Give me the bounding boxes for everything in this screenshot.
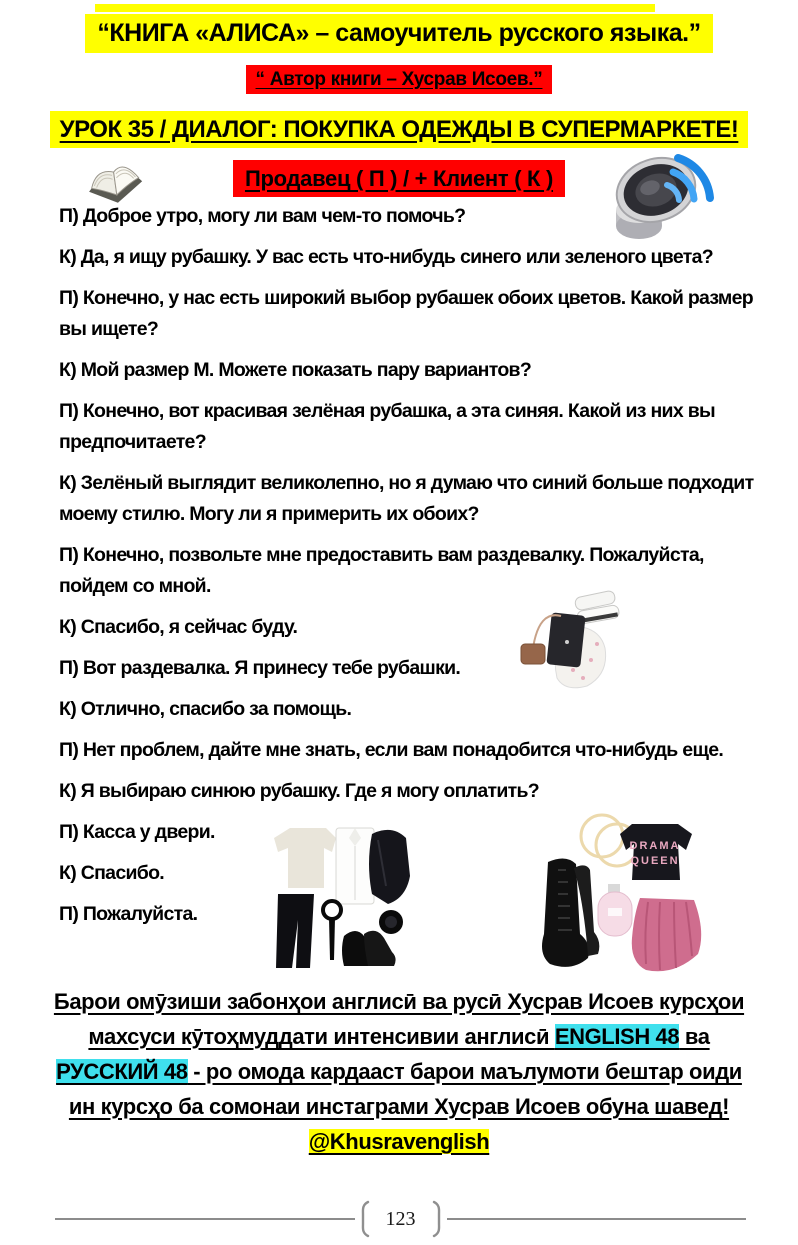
dialog-line: К) Спасибо. (59, 862, 165, 884)
tshirt-text-line2: QUEEN (630, 855, 680, 867)
white-shirt (336, 828, 374, 904)
promo-text (28, 984, 770, 1159)
dialog-line: П) Вот раздевалка. Я принесу тебе рубашки. (59, 657, 461, 679)
footer-rule-right (447, 1218, 747, 1220)
dialog-line: К) Да, я ищу рубашку. У вас есть что-нибудь синего или зеленого цвета? (59, 246, 713, 268)
black-jacket (369, 830, 410, 904)
black-wide-pants (276, 894, 314, 968)
dialog-line: К) Мой размер М. Можете показать пару вариантов? (59, 359, 532, 381)
drama-queen-tshirt (620, 824, 692, 880)
dialog-line: П) Касса у двери. (59, 821, 215, 843)
choker-tie (323, 901, 341, 960)
dialog-line: П) Конечно, вот красивая зелёная рубашка, а эта синяя. Какой из них вы предпочитаете? (59, 400, 715, 453)
open-book-icon (84, 158, 146, 206)
promo-line-3: РУССКИЙ 48 - ро омода кардааст барои маълумоти бештар оиди (56, 1059, 742, 1084)
page-number: 123 (385, 1207, 416, 1230)
dialog-line: П) Доброе утро, могу ли вам чем-то помочь? (59, 205, 466, 227)
roles-line: Продавец ( П ) / + Клиент ( К ) (233, 160, 565, 197)
english-48-highlight: ENGLISH 48 (554, 1024, 680, 1049)
promo-line-2: махсуси кӯтоҳмуддати интенсивии англисӣ ENGLISH 48 ва (88, 1024, 710, 1049)
dialog-line: П) Конечно, позвольте мне предоставить вам раздевалку. Пожалуйста, пойдем со мной. (59, 544, 704, 597)
dialog-line: П) Пожалуйста. (59, 903, 198, 925)
black-knee-boots (542, 858, 599, 966)
highlight-strip (95, 4, 655, 12)
black-watch (379, 910, 403, 934)
black-boots (342, 931, 396, 966)
pink-black-outfit-collage-image (514, 804, 710, 978)
mini-outfit-collage-image (513, 586, 625, 700)
dialog-line: П) Конечно, у нас есть широкий выбор рубашек обоих цветов. Какой размер вы ищете? (59, 287, 754, 340)
black-garment (546, 612, 585, 667)
dialog-line: К) Я выбираю синюю рубашку. Где я могу оплатить? (59, 780, 539, 802)
tshirt-text-line1: DRAMA (629, 840, 681, 852)
dialog-line: П) Нет проблем, дайте мне знать, если вам понадобится что-нибудь еще. (59, 739, 724, 761)
right-bracket-glyph (431, 1199, 447, 1239)
cream-tshirt (274, 828, 336, 888)
brown-bag (521, 644, 545, 664)
dialog-line: К) Спасибо, я сейчас буду. (59, 616, 298, 638)
page-footer (55, 1198, 746, 1240)
pink-skirt (632, 898, 701, 971)
promo-line-1: Барои омӯзиши забонҳои англисӣ ва русӣ Хусрав Исоев курсҳои (53, 989, 745, 1014)
dialog-line: К) Зелёный выглядит великолепно, но я думаю что синий больше подходит моему стилю. Могу ли я примерить их обоих? (59, 472, 754, 525)
author-line: “ Автор книги – Хусрав Исоев.” (246, 65, 553, 94)
lesson-heading: УРОК 35 / ДИАЛОГ: ПОКУПКА ОДЕЖДЫ В СУПЕРМАРКЕТЕ! (50, 111, 749, 148)
book-title: “КНИГА «АЛИСА» – самоучитель русского языка.” (85, 14, 712, 53)
dialog-line: К) Отлично, спасибо за помощь. (59, 698, 352, 720)
black-white-outfit-collage-image (260, 816, 412, 970)
promo-line-4: ин курсҳо ба сомонаи инстаграми Хусрав Исоев обуна шавед! (68, 1094, 730, 1119)
left-bracket-glyph (355, 1199, 371, 1239)
footer-rule-left (55, 1218, 355, 1220)
russian-48-highlight: РУССКИЙ 48 (56, 1059, 188, 1084)
instagram-handle: @Khusravenglish (308, 1129, 490, 1154)
pink-perfume-bottle (598, 884, 632, 936)
